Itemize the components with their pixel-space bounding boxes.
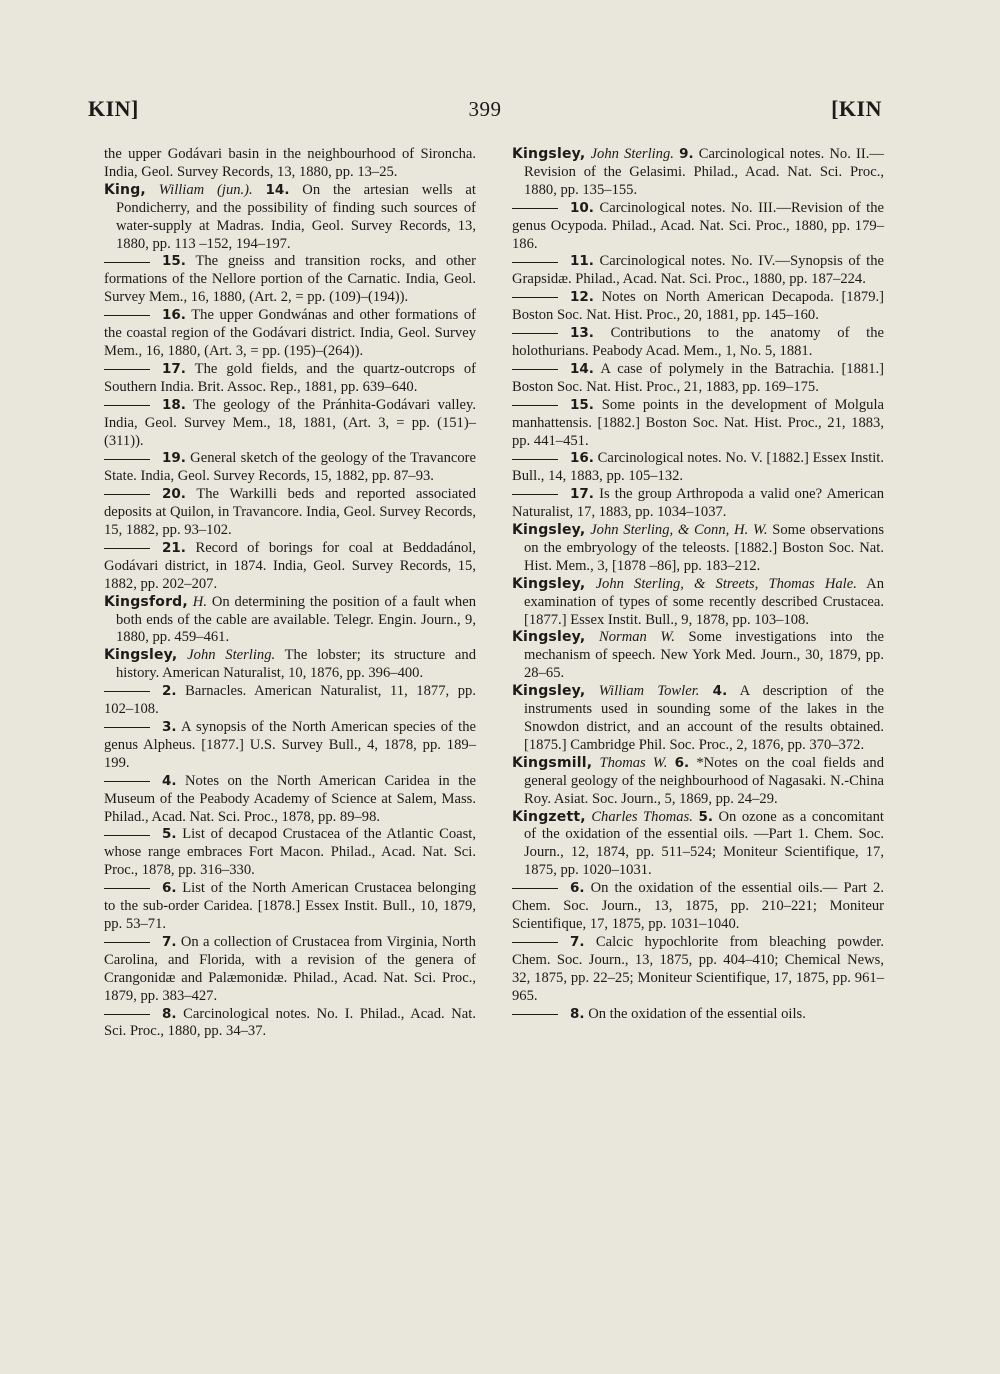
- entry-text: Calcic hypochlorite from bleaching powder. Chem. Soc. Journ., 13, 1875, pp. 404–410; Chemical News, 32, 1875, pp. 22–25; Moniteur Scientifique, 17, 1875, pp. 961–965.: [512, 933, 884, 1004]
- entry-number: 5.: [698, 808, 713, 825]
- bibliography-entry: [104, 594, 476, 648]
- entry-text: Carcinological notes. No. V. [1882.] Essex Instit. Bull., 14, 1883, pp. 105–132.: [512, 450, 885, 485]
- entry-number: 8.: [570, 1005, 585, 1022]
- entry-number: 13.: [570, 325, 594, 342]
- ditto-dash: [104, 781, 150, 782]
- entry-number: 12.: [570, 289, 594, 306]
- entry-author-given: John Sterling, & Streets, Thomas Hale.: [595, 575, 857, 592]
- entry-text: Is the group Arthropoda a valid one? American Naturalist, 17, 1883, pp. 1034–1037.: [512, 486, 884, 521]
- entry-number: 19.: [162, 450, 186, 467]
- ditto-dash: [104, 1014, 150, 1015]
- ditto-dash: [104, 494, 150, 495]
- bibliography-entry: [104, 486, 476, 540]
- bibliography-entry: [104, 540, 476, 594]
- ditto-dash: [512, 262, 558, 263]
- entry-text: *Notes on the coal fields and general geology of the neighbourhood of Nagasaki. N.-China Roy. Asiat. Soc. Journ., 5, 1869, pp. 24–29.: [524, 754, 884, 807]
- bibliography-entry: [512, 880, 884, 934]
- entry-text: the upper Godávari basin in the neighbourhood of Sironcha. India, Geol. Survey Records, 13, 1880, pp. 13–25.: [104, 146, 476, 180]
- left-column: [104, 146, 476, 1041]
- ditto-dash: [512, 208, 558, 209]
- entry-text: On a collection of Crustacea from Virginia, North Carolina, and Florida, with a revision of the genera of Crangonidæ and Palæmonidæ. Philad., Acad. Nat. Sci. Proc., 1879, pp. 383–427.: [104, 933, 476, 1004]
- bibliography-entry: [104, 361, 476, 397]
- entry-text: Carcinological notes. No. IV.—Synopsis of the Grapsidæ. Philad., Acad. Nat. Sci. Proc., 1880, pp. 187–224.: [512, 253, 884, 288]
- entry-author-given: Norman W.: [599, 629, 675, 646]
- entry-number: 14.: [570, 360, 594, 377]
- entry-number: 7.: [570, 933, 585, 950]
- entry-number: 8.: [162, 1005, 177, 1022]
- bibliography-entry: [512, 325, 884, 361]
- entry-text: Notes on the North American Caridea in the Museum of the Peabody Academy of Science at Salem, Mass. Philad., Acad. Nat. Sci. Proc., 1878, pp. 89–98.: [104, 772, 477, 825]
- ditto-dash: [104, 405, 150, 406]
- ditto-dash: [104, 369, 150, 370]
- entry-text: Carcinological notes. No. I. Philad., Acad. Nat. Sci. Proc., 1880, pp. 34–37.: [104, 1005, 476, 1040]
- entry-number: 17.: [162, 360, 186, 377]
- header-right-guide: [KIN: [831, 96, 882, 121]
- bibliography-entry: [104, 450, 476, 486]
- entry-author-given: John Sterling.: [187, 647, 276, 664]
- entry-author: Kingsley,: [512, 629, 586, 646]
- bibliography-entry: [512, 200, 884, 254]
- entry-number: 9.: [679, 146, 694, 162]
- entry-text: General sketch of the geology of the Travancore State. India, Geol. Survey Records, 15, 1882, pp. 87–93.: [104, 450, 476, 485]
- bibliography-entry: [104, 647, 476, 683]
- ditto-dash: [104, 888, 150, 889]
- bibliography-entry: [512, 1006, 884, 1024]
- entry-author: King,: [104, 181, 146, 198]
- entry-number: 16.: [162, 307, 186, 324]
- entry-text: List of decapod Crustacea of the Atlantic Coast, whose range embraces Fort Macon. Philad., Acad. Nat. Sci. Proc., 1878, pp. 316–330.: [104, 826, 476, 879]
- ditto-dash: [104, 691, 150, 692]
- entry-author: Kingsley,: [512, 575, 586, 592]
- entry-number: 6.: [570, 880, 585, 897]
- ditto-dash: [512, 494, 558, 495]
- ditto-dash: [512, 1014, 558, 1015]
- entry-number: 20.: [162, 486, 186, 503]
- entry-author-given: John Sterling, & Conn, H. W.: [590, 522, 768, 539]
- bibliography-entry: [104, 146, 476, 182]
- bibliography-entry: [512, 361, 884, 397]
- bibliography-entry: [512, 934, 884, 1006]
- entry-text: Carcinological notes. No. III.—Revision of the genus Ocypoda. Philad., Acad. Nat. Sci. Proc., 1880, pp. 179–186.: [512, 199, 884, 252]
- ditto-dash: [512, 888, 558, 889]
- header-left-guide: KIN]: [88, 96, 139, 121]
- entry-text: Notes on North American Decapoda. [1879.] Boston Soc. Nat. Hist. Proc., 20, 1881, pp. 145–160.: [512, 289, 884, 324]
- entry-text: The gold fields, and the quartz-outcrops of Southern India. Brit. Assoc. Rep., 1881, pp. 639–640.: [104, 360, 477, 395]
- bibliography-entry: [512, 486, 884, 522]
- entry-text: An examination of types of some recently described Crustacea. [1877.] Essex Instit. Bull., 9, 1878, pp. 103–108.: [524, 575, 885, 628]
- entry-text: The geology of the Pránhita-Godávari valley. India, Geol. Survey Mem., 18, 1881, (Art. 3, = pp. (151)–(311)).: [104, 396, 476, 449]
- ditto-dash: [104, 315, 150, 316]
- entry-author: Kingsley,: [512, 146, 586, 162]
- entry-author: Kingsley,: [512, 522, 586, 539]
- bibliography-entry: [104, 719, 476, 773]
- bibliography-entry: [512, 289, 884, 325]
- bibliography-entry: [104, 1006, 476, 1042]
- entry-author-given: John Sterling.: [590, 146, 674, 162]
- ditto-dash: [104, 459, 150, 460]
- bibliography-entry: [104, 253, 476, 307]
- entry-number: 17.: [570, 486, 594, 503]
- entry-text: On determining the position of a fault when both ends of the cable are available. Telegr. Engin. Journ., 9, 1880, pp. 459–461.: [116, 593, 476, 646]
- entry-text: Barnacles. American Naturalist, 11, 1877, pp. 102–108.: [104, 683, 476, 718]
- ditto-dash: [512, 942, 558, 943]
- bibliography-entry: [104, 397, 476, 451]
- ditto-dash: [104, 727, 150, 728]
- bibliography-entry: [512, 809, 884, 881]
- ditto-dash: [104, 548, 150, 549]
- bibliography-entry: [104, 307, 476, 361]
- ditto-dash: [104, 262, 150, 263]
- bibliography-entry: [104, 826, 476, 880]
- entry-number: 18.: [162, 396, 186, 413]
- entry-number: 15.: [570, 396, 594, 413]
- entry-text: Carcinological notes. No. II.—Revision of the Gelasimi. Philad., Acad. Nat. Sci. Proc., 1880, pp. 135–155.: [524, 146, 884, 198]
- entry-text: On ozone as a concomitant of the oxidation of the essential oils. —Part 1. Chem. Soc. Journ., 12, 1874, pp. 511–524; Moniteur Scientifique, 17, 1875, pp. 1020–1031.: [524, 808, 884, 879]
- entry-text: A synopsis of the North American species of the genus Alpheus. [1877.] U.S. Survey Bull., 4, 1878, pp. 189–199.: [104, 719, 477, 771]
- bibliography-entry: [512, 522, 884, 576]
- right-column: [512, 146, 884, 1023]
- bibliography-entry: [104, 182, 476, 254]
- entry-number: 10.: [570, 199, 594, 216]
- page-number: 399: [468, 97, 502, 121]
- entry-number: 14.: [265, 181, 290, 198]
- bibliography-entry: [512, 397, 884, 451]
- ditto-dash: [104, 942, 150, 943]
- entry-text: The gneiss and transition rocks, and other formations of the Nellore portion of the Carnatic. India, Geol. Survey Mem., 16, 1880, (Art. 2, = pp. (109)–(194)).: [104, 253, 476, 306]
- entry-text: A description of the instruments used in sounding some of the lakes in the Snowdon district, and an account of the results obtained. [1875.] Cambridge Phil. Soc. Proc., 2, 1876, pp. 370–372.: [524, 683, 884, 753]
- bibliography-entry: [104, 773, 476, 827]
- entry-author-given: William (jun.).: [158, 181, 253, 198]
- bibliography-entry: [512, 629, 884, 683]
- bibliography-entry: [104, 683, 476, 719]
- entry-text: Some investigations into the mechanism of speech. New York Med. Journ., 30, 1879, pp. 28–65.: [524, 629, 884, 682]
- entry-number: 21.: [162, 539, 186, 556]
- entry-author: Kingsford,: [104, 593, 188, 610]
- entry-text: List of the North American Crustacea belonging to the sub-order Caridea. [1878.] Essex Instit. Bull., 10, 1879, pp. 53–71.: [104, 880, 476, 932]
- entry-text: On the artesian wells at Pondicherry, and the possibility of finding such sources of water-supply at Madras. India, Geol. Survey Records, 13, 1880, pp. 113 –152, 194–197.: [116, 181, 476, 252]
- entry-number: 15.: [162, 253, 186, 270]
- bibliography-entry: [512, 253, 884, 289]
- entry-text: The lobster; its structure and history. American Naturalist, 10, 1876, pp. 396–400.: [116, 647, 476, 682]
- entry-text: Some points in the development of Molgula manhattensis. [1882.] Boston Soc. Nat. Hist. Proc., 21, 1883, pp. 441–451.: [512, 396, 884, 449]
- bibliography-entry: [104, 934, 476, 1006]
- entry-number: 11.: [570, 253, 594, 270]
- entry-number: 7.: [162, 933, 177, 950]
- entry-author-given: Charles Thomas.: [591, 808, 693, 825]
- entry-author: Kingsley,: [512, 683, 586, 700]
- entry-text: Contributions to the anatomy of the holothurians. Peabody Acad. Mem., 1, No. 5, 1881.: [512, 325, 884, 359]
- ditto-dash: [512, 333, 558, 334]
- entry-text: On the oxidation of the essential oils.— Part 2. Chem. Soc. Journ., 13, 1875, pp. 210–221; Moniteur Scientifique, 17, 1875, pp. 1031–1040.: [512, 880, 884, 932]
- entry-text: Some observations on the embryology of the teleosts. [1882.] Boston Soc. Nat. Hist. Mem., 3, [1878 –86], pp. 183–212.: [524, 522, 884, 574]
- ditto-dash: [512, 297, 558, 298]
- ditto-dash: [512, 369, 558, 370]
- bibliography-entry: [104, 880, 476, 934]
- entry-author: Kingzett,: [512, 808, 586, 825]
- entry-number: 6.: [674, 754, 690, 771]
- bibliography-entry: [512, 146, 884, 200]
- entry-author: Kingsmill,: [512, 754, 593, 771]
- entry-text: Record of borings for coal at Beddadánol, Godávari district, in 1874. India, Geol. Survey Records, 15, 1882, pp. 202–207.: [104, 539, 476, 592]
- entry-number: 4.: [162, 772, 177, 789]
- entry-number: 2.: [162, 683, 177, 700]
- entry-text: On the oxidation of the essential oils.: [588, 1005, 806, 1022]
- entry-text: The upper Gondwánas and other formations of the coastal region of the Godávari district. India, Geol. Survey Mem., 16, 1880, (Art. 3, = pp. (195)–(264)).: [104, 307, 476, 359]
- entry-number: 16.: [570, 450, 594, 467]
- entry-author-given: Thomas W.: [599, 754, 668, 771]
- entry-author: Kingsley,: [104, 647, 178, 664]
- entry-text: A case of polymely in the Batrachia. [1881.] Boston Soc. Nat. Hist. Proc., 21, 1883, pp. 169–175.: [512, 360, 885, 395]
- entry-author-given: William Towler.: [598, 683, 700, 700]
- bibliography-entry: [512, 450, 884, 486]
- ditto-dash: [512, 459, 558, 460]
- entry-author-given: H.: [192, 593, 207, 610]
- bibliography-entry: [512, 683, 884, 755]
- ditto-dash: [104, 835, 150, 836]
- entry-number: 5.: [162, 826, 177, 843]
- ditto-dash: [512, 405, 558, 406]
- bibliography-entry: [512, 755, 884, 809]
- entry-text: The Warkilli beds and reported associated deposits at Quilon, in Travancore. India, Geol. Survey Records, 15, 1882, pp. 93–102.: [104, 486, 476, 539]
- entry-number: 6.: [162, 880, 177, 897]
- running-header: [88, 96, 882, 130]
- bibliography-entry: [512, 576, 884, 630]
- entry-number: 3.: [162, 719, 177, 735]
- entry-number: 4.: [712, 683, 728, 700]
